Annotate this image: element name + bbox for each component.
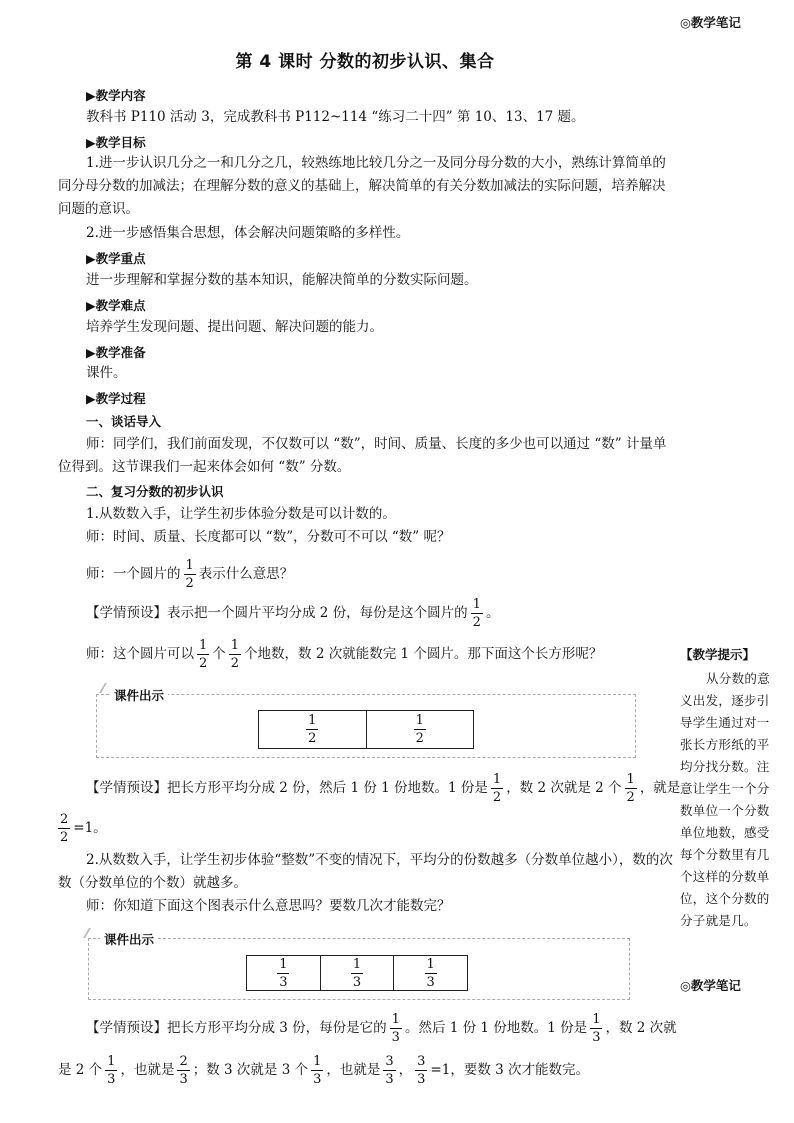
- fraction-half: [414, 714, 426, 745]
- fraction-two-halves: [58, 813, 70, 844]
- fraction-third: [425, 958, 437, 989]
- section-diff-text: 培养学生发现问题、提出问题、解决问题的能力。: [86, 319, 383, 335]
- courseware-label: 课件出示: [110, 686, 168, 704]
- rect-cell: [259, 711, 367, 749]
- ans3-text-b: 。然后 1 份 1 份地数。1 份是: [404, 1020, 588, 1036]
- fraction-num: 2: [179, 1054, 188, 1069]
- answer-rectangle-halves-end: [58, 813, 107, 844]
- fraction-three-thirds: [383, 1055, 395, 1086]
- fraction-den: 2: [472, 615, 481, 630]
- ans1-text-a: 【学情预设】表示把一个圆片平均分成 2 份，每份是这个圆片的: [86, 605, 468, 621]
- fraction-den: 3: [179, 1072, 188, 1087]
- ans3-text-f: ；数 3 次就是 3 个: [192, 1062, 309, 1078]
- rect-cell: [247, 956, 321, 991]
- fraction-half: [625, 773, 637, 804]
- fraction-half: [184, 559, 196, 590]
- q1-text-b: 表示什么意思？: [198, 566, 294, 582]
- fraction-num: 1: [391, 1012, 400, 1027]
- question-circle-half: [86, 559, 293, 590]
- section-key-heading: ▶教学重点: [86, 251, 146, 266]
- fraction-den: 3: [426, 974, 435, 990]
- fraction-third: [590, 1013, 602, 1044]
- fraction-num: 3: [417, 1054, 426, 1069]
- part1-text: 师：同学们，我们前面发现，不仅数可以 “数”，时间、质量、长度的多少也可以通过 “数” 计量单位得到。这节课我们一起来体会如何 “数” 分数。: [58, 436, 667, 475]
- section-goal-2: 2.进一步感悟集合思想，体会解决问题策略的多样性。: [86, 225, 410, 241]
- fraction-num: 1: [107, 1054, 116, 1069]
- fraction-num: 1: [199, 638, 208, 653]
- fraction-den: 3: [592, 1030, 601, 1045]
- fraction-den: 2: [60, 830, 69, 845]
- answer-rectangle-halves: [86, 773, 680, 804]
- fraction-den: 2: [199, 656, 208, 671]
- part1-heading: 一、谈话导入: [86, 414, 162, 429]
- fraction-den: 3: [391, 1030, 400, 1045]
- answer-thirds-cont: [58, 1055, 589, 1086]
- sidebar-note: ◎教学笔记: [680, 978, 741, 993]
- ans2-text-c: ，就是: [639, 780, 681, 796]
- ans3-text-a: 【学情预设】把长方形平均分成 3 份，每份是它的: [86, 1020, 387, 1036]
- rect-cell: [366, 711, 474, 749]
- q2-text-a: 师：这个圆片可以: [86, 646, 194, 662]
- fraction-third: [390, 1013, 402, 1044]
- fraction-third: [351, 958, 363, 989]
- question-rectangle: [86, 639, 602, 670]
- fraction-num: 1: [626, 772, 635, 787]
- fraction-den: 3: [107, 1072, 116, 1087]
- fraction-num: 3: [385, 1054, 394, 1069]
- fraction-num: 1: [592, 1012, 601, 1027]
- part2-heading: 二、复习分数的初步认识: [86, 484, 224, 499]
- section-diff-heading: ▶教学难点: [86, 298, 146, 313]
- ans2-text-d: =1。: [73, 820, 107, 836]
- fraction-den: 3: [417, 1072, 426, 1087]
- section-prep-text: 课件。: [86, 365, 127, 381]
- fraction-den: 2: [626, 790, 635, 805]
- fraction-den: 2: [415, 731, 424, 746]
- teaching-tip-heading: 【教学提示】: [680, 647, 756, 662]
- part2-item2: 师：时间、质量、长度都可以 “数”，分数可不可以 “数” 呢？: [86, 529, 451, 545]
- section-content-text: 教科书 P110 活动 3，完成教科书 P112~114 “练习二十四” 第 10、13、17 题。: [86, 109, 585, 125]
- fraction-den: 3: [385, 1072, 394, 1087]
- fraction-half: [229, 639, 241, 670]
- part2-item3: 2.从数数入手，让学生初步体验“整数”不变的情况下，平均分的份数越多（分数单位越小），数的次数（分数单位的个数）就越多。: [58, 852, 673, 891]
- section-goal-heading: ▶教学目标: [86, 135, 146, 150]
- fraction-half: [197, 639, 209, 670]
- q1-text-a: 师：一个圆片的: [86, 566, 181, 582]
- fraction-third: [311, 1055, 323, 1086]
- section-process-heading: ▶教学过程: [86, 391, 146, 406]
- section-content-heading: ▶教学内容: [86, 88, 146, 103]
- fraction-num: 1: [426, 956, 435, 972]
- q2-text-b: 个: [212, 646, 226, 662]
- ans2-text-a: 【学情预设】把长方形平均分成 2 份，然后 1 份 1 份地数。1 份是: [86, 780, 488, 796]
- ans3-text-h: ，: [398, 1062, 413, 1078]
- ans3-text-g: ，也就是: [326, 1062, 381, 1078]
- ans3-text-i: =1，要数 3 次才能数完。: [430, 1062, 589, 1078]
- fraction-num: 1: [313, 1054, 322, 1069]
- fraction-third: [277, 958, 289, 989]
- section-prep-heading: ▶教学准备: [86, 345, 146, 360]
- fraction-num: 1: [185, 558, 194, 573]
- fraction-num: 2: [60, 812, 69, 827]
- ans3-text-d: 是 2 个: [58, 1062, 103, 1078]
- courseware-label: 课件出示: [100, 930, 158, 948]
- ans3-text-e: ，也就是: [120, 1062, 175, 1078]
- fraction-den: 2: [492, 790, 502, 805]
- fraction-num: 1: [352, 956, 362, 972]
- question-thirds: 师：你知道下面这个图表示什么意思吗？要数几次才能数完？: [86, 898, 451, 914]
- fraction-half: [306, 714, 318, 745]
- fraction-num: 1: [230, 638, 240, 653]
- fraction-den: 2: [230, 656, 240, 671]
- part2-item1: 1.从数数入手，让学生初步体验分数是可以计数的。: [86, 506, 396, 522]
- ans2-text-b: ，数 2 次就是 2 个: [506, 780, 622, 796]
- rect-cell: [394, 956, 468, 991]
- ans3-text-c: ，数 2 次就: [605, 1020, 677, 1036]
- rect-cell: [320, 956, 394, 991]
- fraction-den: 2: [308, 731, 317, 746]
- fraction-num: 1: [472, 597, 481, 612]
- answer-thirds: [86, 1013, 677, 1044]
- teaching-tip-text: 从分数的意义出发，逐步引导学生通过对一张长方形纸的平均分找分数。注意让学生一个分数单位一个分数单位地数，感受每个分数里有几个这样的分数单位，这个分数的分子就是几。: [680, 671, 771, 928]
- section-goal-1: 1.进一步认识几分之一和几分之几，较熟练地比较几分之一及同分母分数的大小，熟练计算简单的同分母分数的加减法；在理解分数的意义的基础上，解决简单的有关分数加减法的实际问题，培养解决问题的意识。: [58, 155, 666, 217]
- ans1-text-b: 。: [485, 605, 500, 621]
- fraction-num: 1: [415, 713, 424, 728]
- fraction-num: 1: [279, 956, 288, 972]
- q2-text-c: 个地数，数 2 次就能数完 1 个圆片。那下面这个长方形呢？: [244, 646, 603, 662]
- fraction-half: [491, 773, 503, 804]
- page-title: 第 4 课时 分数的初步认识、集合: [235, 52, 495, 72]
- fraction-den: 3: [279, 974, 288, 990]
- fraction-num: 1: [308, 713, 317, 728]
- fraction-two-thirds: [177, 1055, 189, 1086]
- answer-circle-half: [86, 598, 499, 629]
- section-key-text: 进一步理解和掌握分数的基本知识，能解决简单的分数实际问题。: [86, 272, 478, 288]
- fraction-den: 2: [185, 576, 194, 591]
- header-note: ◎教学笔记: [680, 15, 741, 30]
- rectangle-thirds: [246, 955, 468, 991]
- fraction-three-thirds: [415, 1055, 427, 1086]
- fraction-half: [471, 598, 483, 629]
- fraction-den: 3: [313, 1072, 322, 1087]
- fraction-third: [105, 1055, 117, 1086]
- rectangle-halves: [258, 710, 474, 749]
- fraction-den: 3: [352, 974, 362, 990]
- fraction-num: 1: [492, 772, 502, 787]
